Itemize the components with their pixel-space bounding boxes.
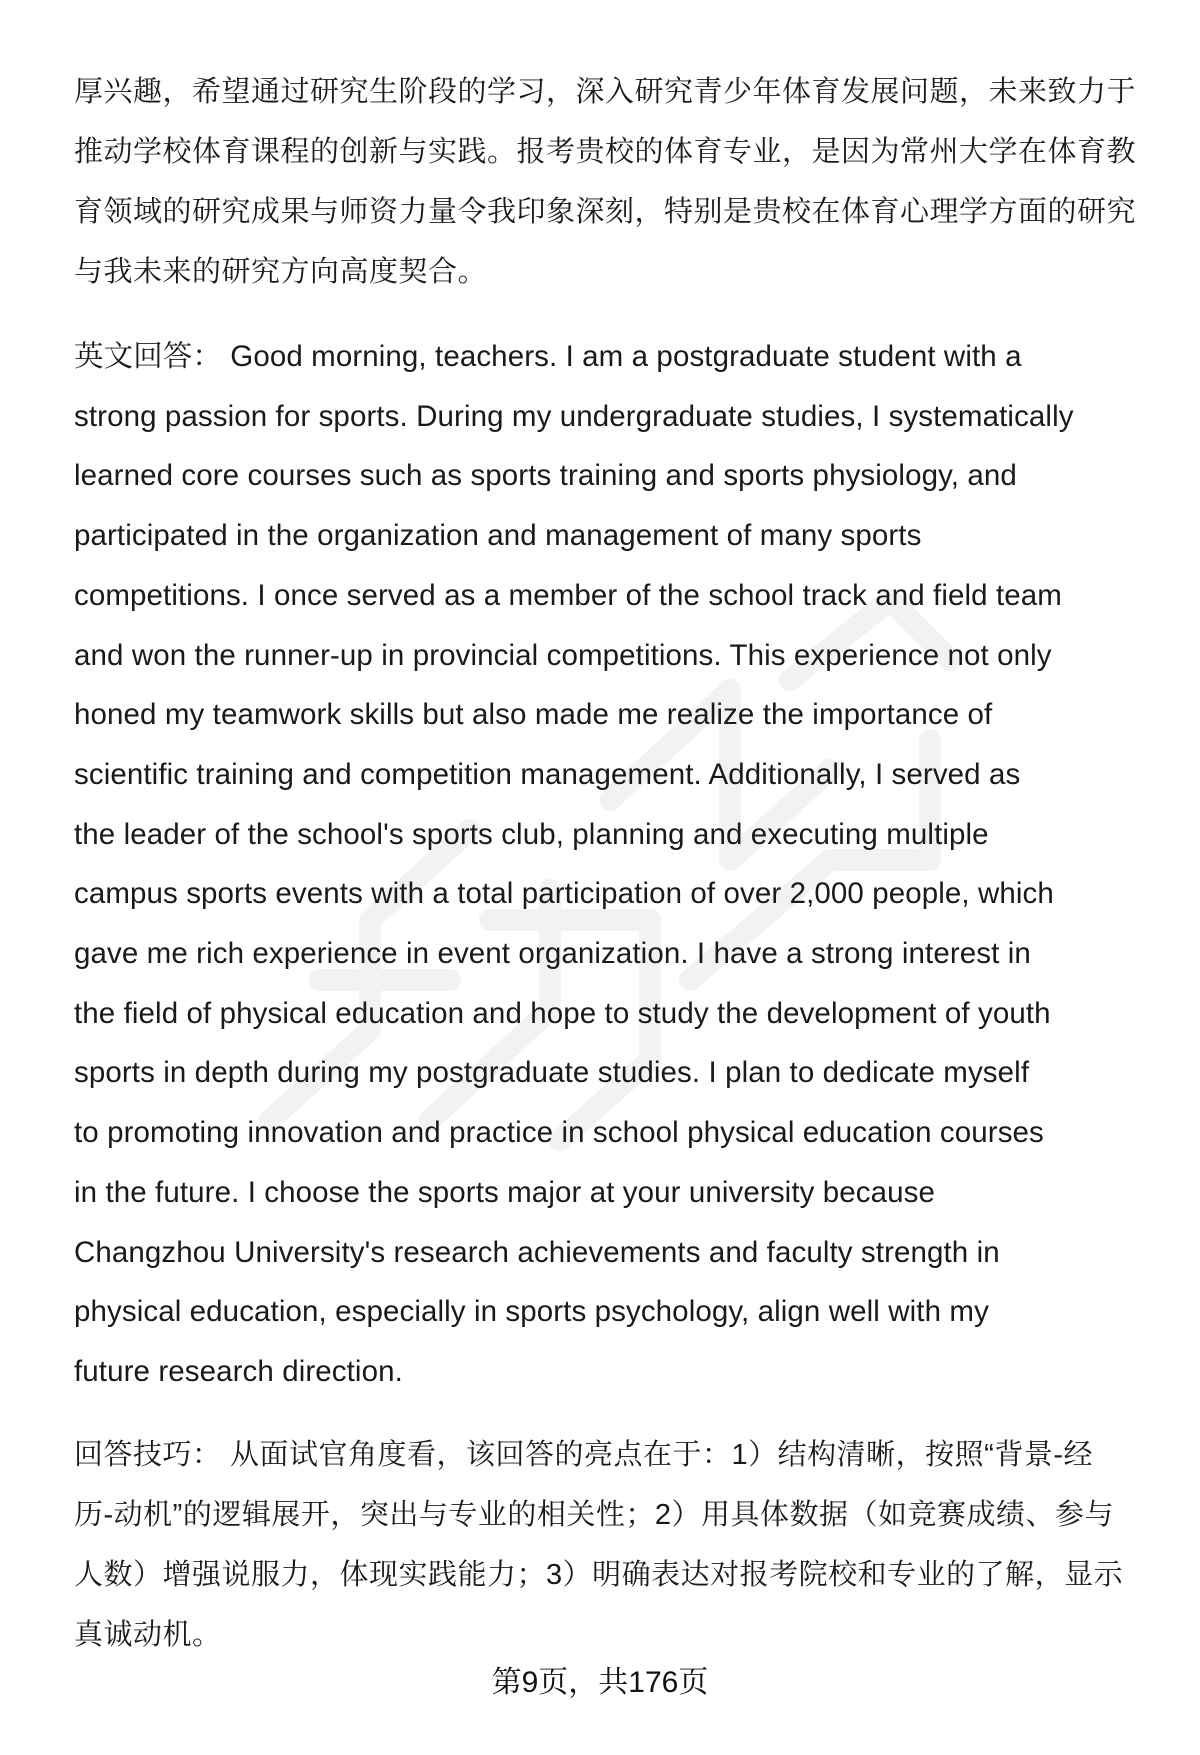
paragraph-chinese-intro: 厚兴趣，希望通过研究生阶段的学习，深入研究青少年体育发展问题，未来致力于 推动学校体育课程的创新与实践。报考贵校的体育专业，是因为常州大学在体育教 育领域的研究成果与师资力量令我印象深刻，特别是贵校在体育心理学方面的研究 与我未来的研究方向高度契合。 — [74, 76, 1137, 288]
paragraph-english-answer: 英文回答： Good morning, teachers. I am a postgraduate student with a strong passion for sports. During my undergraduate studies, I systematically learned core courses such as sports training and sports physiology, and participated in the organization and management of many sports competitions. I once served as a member of the school track and field team and won the runner-up in provincial competitions. This experience not only honed my teamwork skills but also made me realize the importance of scientific training and competition management. Additionally, I served as the leader of the school's sports club, planning and executing multiple campus sports events with a total participation of over 2,000 people, which gave me rich experience in event organization. I have a strong interest in the field of physical education and hope to study the development of youth sports in depth during my postgraduate studies. I plan to dedicate myself to promoting innovation and practice in school physical education courses in the future. I choose the sports major at your university because Changzhou University's research achievements and faculty strength in physical education, especially in sports psychology, align well with my future research direction. — [74, 340, 1074, 1388]
page-number: 第9页，共176页 — [491, 1666, 709, 1699]
paragraph-answer-tips: 回答技巧： 从面试官角度看，该回答的亮点在于：1）结构清晰，按照“背景-经 历-动机”的逻辑展开，突出与专业的相关性；2）用具体数据（如竞赛成绩、参与 人数）增强说服力，体现实践能力；3）明确表达对报考院校和专业的了解，显示 真诚动机。 — [74, 1439, 1124, 1651]
